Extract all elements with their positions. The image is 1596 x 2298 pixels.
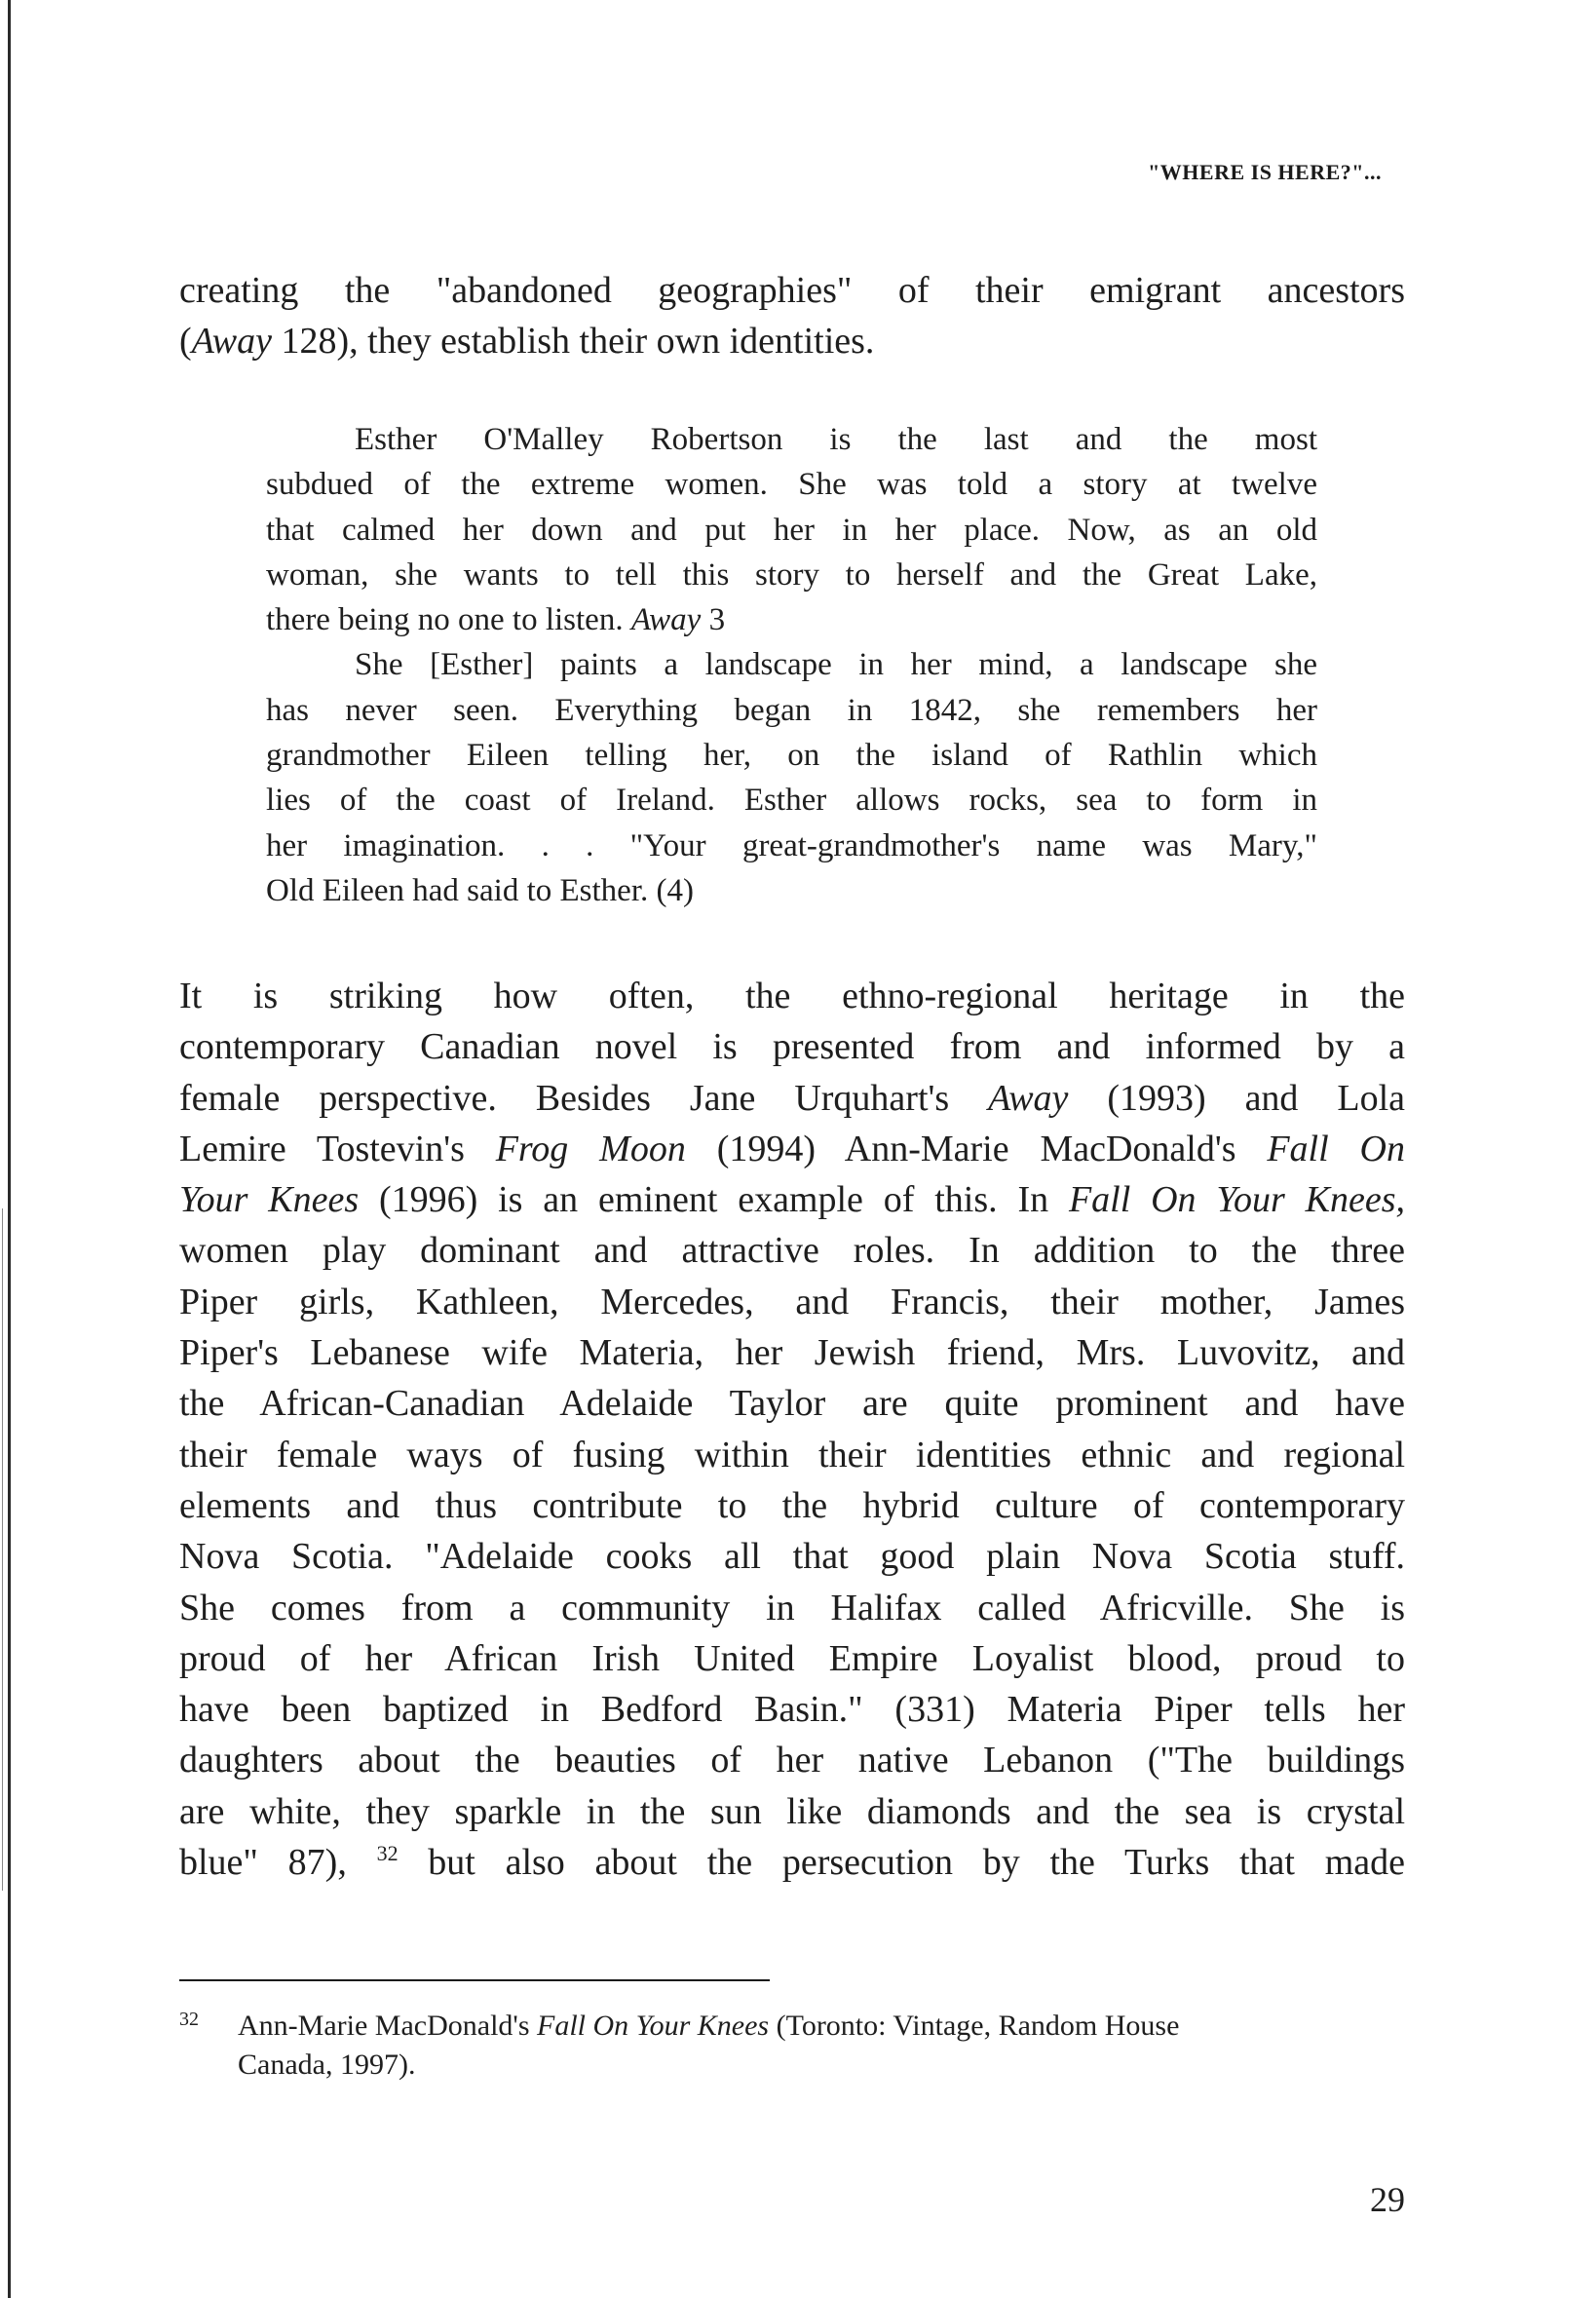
- running-head: "WHERE IS HERE?"...: [1148, 160, 1382, 184]
- italic-title: Fall On: [1267, 1128, 1405, 1169]
- italic-title: Fall On Your Knees,: [1068, 1179, 1405, 1221]
- quote-line: grandmother Eileen telling her, on the island of Rathlin which: [266, 738, 1317, 774]
- italic-title: Frog Moon: [495, 1128, 686, 1169]
- text-line: It is striking how often, the ethno-regional heritage in the: [179, 976, 1405, 1016]
- footnote-line: Canada, 1997).: [238, 2049, 416, 2081]
- italic-title: Away: [988, 1077, 1069, 1119]
- text-line: Piper girls, Kathleen, Mercedes, and Francis, their mother, James: [179, 1281, 1405, 1322]
- italic-title: Away: [630, 602, 702, 638]
- text-line: creating the "abandoned geographies" of their emigrant ancestors: [179, 270, 1405, 311]
- text-line: Piper's Lebanese wife Materia, her Jewish friend, Mrs. Luvovitz, and: [179, 1332, 1405, 1374]
- text-line: daughters about the beauties of her native Lebanon ("The buildings: [179, 1740, 1405, 1781]
- text-line: Your Knees (1996) is an eminent example of this. In Fall On Your Knees,: [179, 1179, 1405, 1221]
- italic-title: Away: [191, 321, 272, 363]
- footnote-number: 32: [179, 2009, 199, 2030]
- italic-title: Your Knees: [179, 1179, 360, 1221]
- page-number: 29: [1370, 2180, 1405, 2219]
- scan-binding-edge-faint: [2, 1208, 3, 1891]
- quote-line: Esther O'Malley Robertson is the last and the most: [355, 422, 1317, 457]
- scan-binding-edge: [8, 0, 11, 2298]
- quote-line: She [Esther] paints a landscape in her mind, a landscape she: [355, 647, 1317, 683]
- main-paragraph: [179, 971, 1405, 1888]
- footnote-line: 32 Ann-Marie MacDonald's Fall On Your Knees (Toronto: Vintage, Random House: [179, 2000, 1405, 2046]
- quote-line: lies of the coast of Ireland. Esther allows rocks, sea to form in: [266, 783, 1317, 819]
- text-line: women play dominant and attractive roles. In addition to the three: [179, 1230, 1405, 1272]
- intro-paragraph: [179, 265, 1405, 367]
- text-line: are white, they sparkle in the sun like diamonds and the sea is crystal: [179, 1790, 1405, 1832]
- text-line: blue" 87), $^{32}$ but also about the persecution by the Turks that made: [179, 1841, 1405, 1884]
- quote-line: woman, she wants to tell this story to herself and the Great Lake,: [266, 556, 1317, 593]
- text-line: She comes from a community in Halifax called Africville. She is: [179, 1587, 1405, 1628]
- footnote-rule: [179, 1979, 770, 1981]
- footnote-reference[interactable]: 32: [376, 1841, 399, 1866]
- quote-line: Old Eileen had said to Esther. (4): [266, 872, 694, 908]
- text-line: elements and thus contribute to the hybrid culture of contemporary: [179, 1484, 1405, 1526]
- text-line: Lemire Tostevin's Frog Moon (1994) Ann-Marie MacDonald's Fall On: [179, 1128, 1405, 1169]
- text-line: have been baptized in Bedford Basin." (331) Materia Piper tells her: [179, 1689, 1405, 1731]
- text-line: contemporary Canadian novel is presented from and informed by a: [179, 1026, 1405, 1068]
- footnote: [179, 2000, 1405, 2085]
- text-line: their female ways of fusing within their identities ethnic and regional: [179, 1434, 1405, 1475]
- text-line: Nova Scotia. "Adelaide cooks all that good plain Nova Scotia stuff.: [179, 1536, 1405, 1578]
- text-line: female perspective. Besides Jane Urquhart's Away (1993) and Lola: [179, 1077, 1405, 1119]
- italic-title: Fall On Your Knees: [537, 2010, 770, 2042]
- text-line: proud of her African Irish United Empire Loyalist blood, proud to: [179, 1637, 1405, 1679]
- quote-line: has never seen. Everything began in 1842, she remembers her: [266, 692, 1317, 728]
- text-line: (Away 128), they establish their own identities.: [179, 321, 875, 363]
- text-line: the African-Canadian Adelaide Taylor are quite prominent and have: [179, 1383, 1405, 1425]
- quote-line: subdued of the extreme women. She was told a story at twelve: [266, 467, 1317, 503]
- block-quote: [266, 417, 1317, 913]
- quote-line: that calmed her down and put her in her place. Now, as an old: [266, 512, 1317, 548]
- quote-line: there being no one to listen. Away 3: [266, 602, 726, 638]
- quote-line: her imagination. . . "Your great-grandmother's name was Mary,": [266, 827, 1317, 863]
